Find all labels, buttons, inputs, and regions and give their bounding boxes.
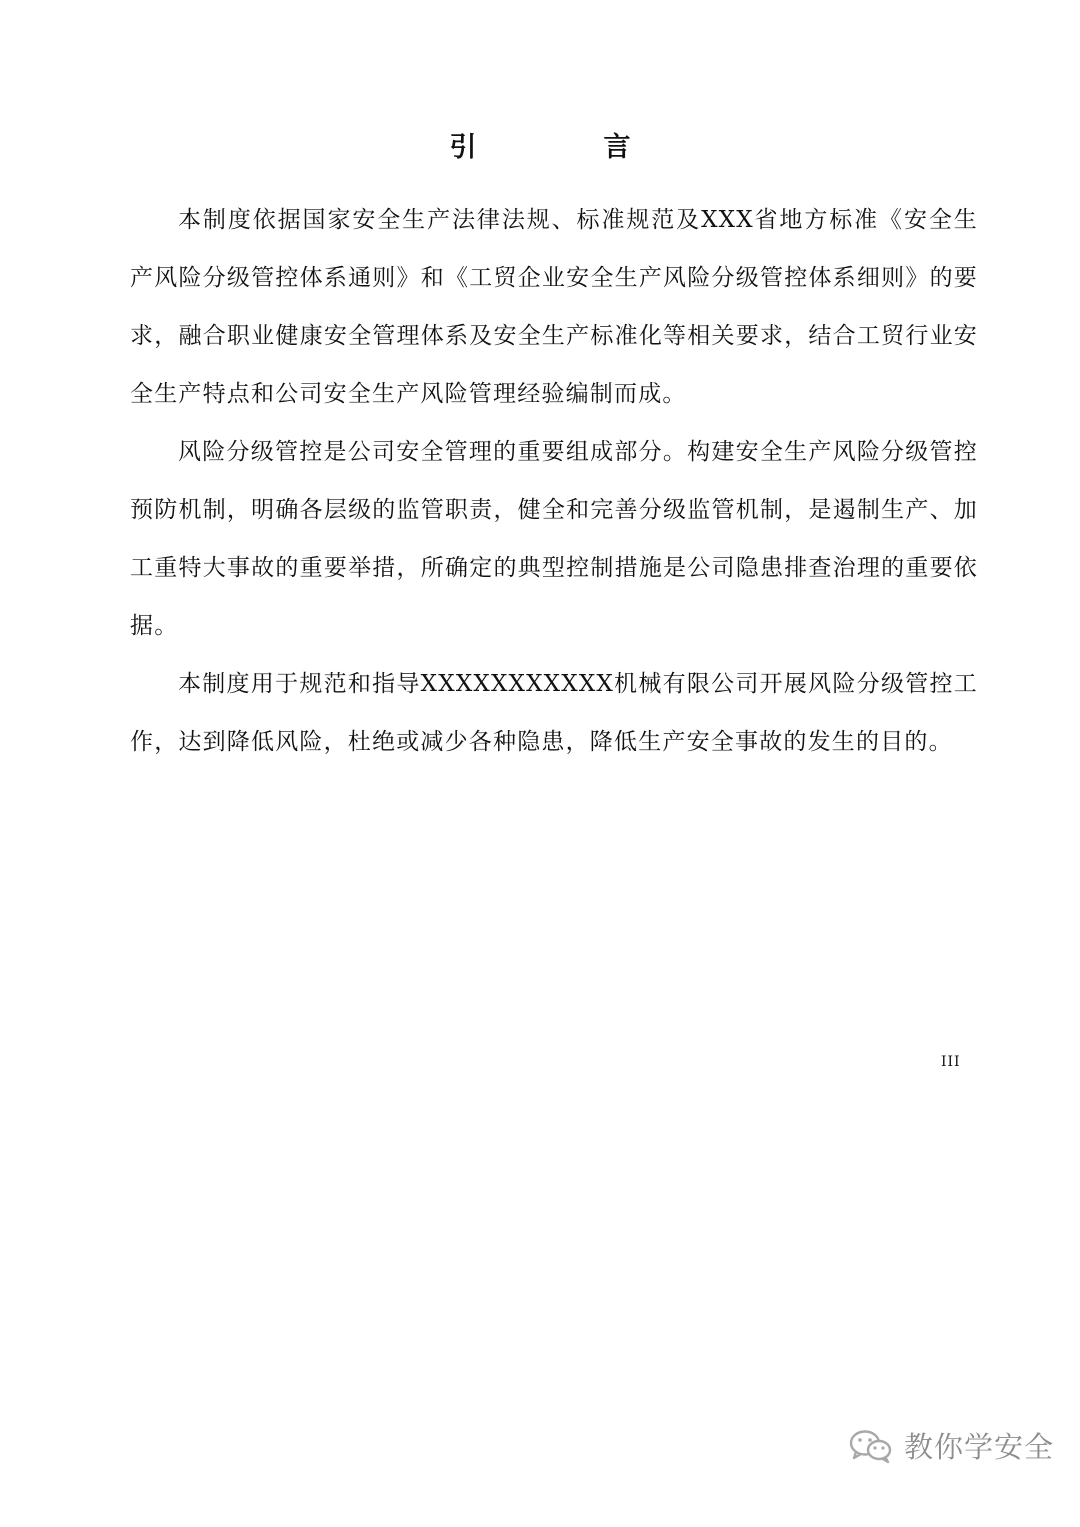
watermark bbox=[848, 1425, 1054, 1466]
watermark-text: 教你学安全 bbox=[904, 1430, 1055, 1464]
paragraph-2: 风险分级管控是公司安全管理的重要组成部分。构建安全生产风险分级管控预防机制，明确各层级的监管职责，健全和完善分级监管机制，是遏制生产、加工重特大事故的重要举措，所确定的典型控制措施是公司隐患排查治理的重要依据。 bbox=[130, 439, 978, 639]
paragraph-3: 本制度用于规范和指导XXXXXXXXXXX机械有限公司开展风险分级管控工作，达到降低风险，杜绝或减少各种隐患，降低生产安全事故的发生的目的。 bbox=[130, 671, 978, 755]
paragraph-1: 本制度依据国家安全生产法律法规、标准规范及XXX省地方标准《安全生产风险分级管控体系通则》和《工贸企业安全生产风险分级管控体系细则》的要求，融合职业健康安全管理体系及安全生产标准化等相关要求，结合工贸行业安全生产特点和公司安全生产风险管理经验编制而成。 bbox=[130, 207, 978, 407]
page-title: 引 言 bbox=[449, 132, 681, 163]
page-number: III bbox=[941, 1054, 961, 1070]
document-body bbox=[130, 191, 978, 771]
wechat-icon bbox=[848, 1428, 894, 1464]
